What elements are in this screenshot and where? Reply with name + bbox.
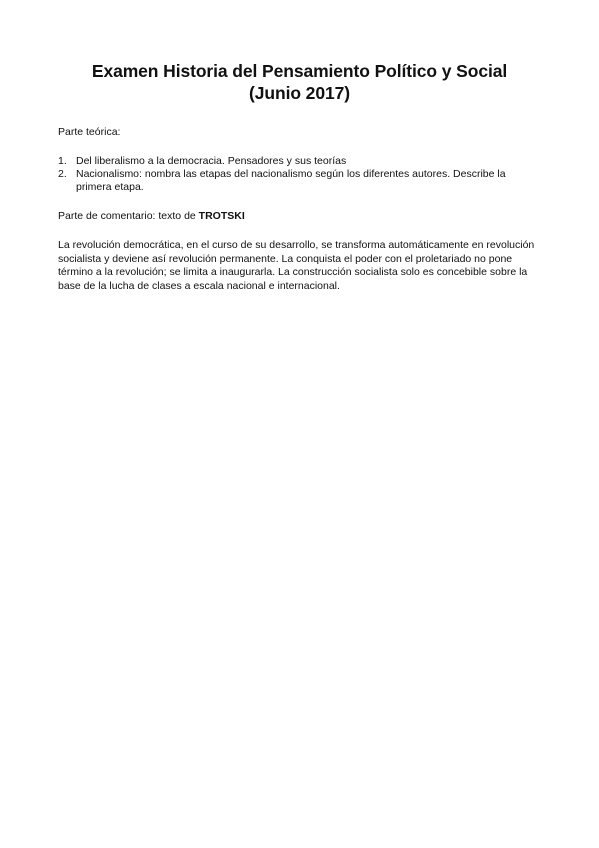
- commentary-label-text: Parte de comentario: texto de: [58, 210, 199, 222]
- question-item: [58, 168, 541, 194]
- commentary-author: TROTSKI: [198, 210, 245, 222]
- question-list: [58, 155, 541, 194]
- question-number: 1.: [58, 155, 67, 167]
- question-text: Nacionalismo: nombra las etapas del nacionalismo según los diferentes autores. Describe la primera etapa.: [76, 168, 506, 193]
- document-title: [58, 60, 541, 104]
- question-text: Del liberalismo a la democracia. Pensadores y sus teorías: [76, 155, 347, 167]
- commentary-section-label: [58, 210, 541, 223]
- title-line-1: Examen Historia del Pensamiento Político y Social: [91, 61, 508, 81]
- question-item: [58, 155, 541, 168]
- title-line-2: (Junio 2017): [249, 83, 350, 103]
- question-number: 2.: [58, 168, 67, 180]
- theory-section-label: Parte teórica:: [58, 126, 121, 138]
- commentary-text: La revolución democrática, en el curso de su desarrollo, se transforma automáticamente en revolución socialista y deviene así revolución permanente. La conquista el poder con el proletariado no pone término a la revolución; se limita a inaugurarla. La construcción socialista solo es concebible sobre la base de la lucha de clases a escala nacional e internacional.: [58, 239, 535, 292]
